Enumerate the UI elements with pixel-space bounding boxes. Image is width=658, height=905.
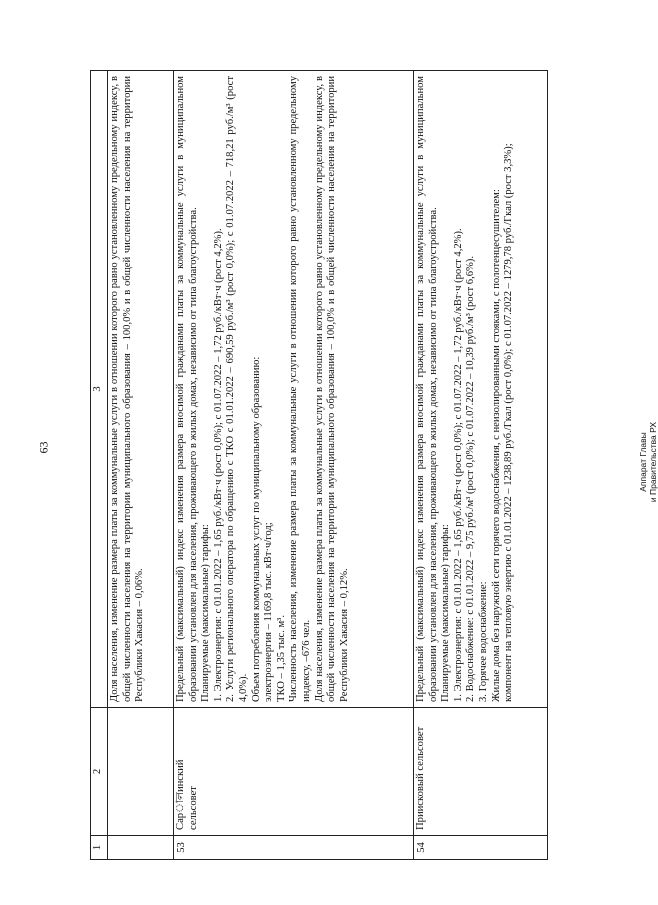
row-number: 54 [414,836,548,860]
row-line: Объем потребления коммунальных услуг по муниципальному образованию: [250,356,262,702]
header-col-3: 3 [91,71,108,708]
row-line: Планируемые (максимальные) тарифы: [440,524,452,702]
row-description [414,71,548,708]
row-line: Планируемые (максимальные) тарифы: [200,524,212,702]
stamp-line-2: и Правительства РХ [648,421,658,503]
table-row [174,71,414,860]
row-line: ТКО – 1,35 тыс. м³. [275,615,287,702]
header-col-1: 1 [91,836,108,860]
row-line: Предельный (максимальный) индекс изменения размера вносимой гражданами платы за коммунальные услуги в муниципальном образовании установлен для населения, проживающего в жилых домах, независимо от типа благоустройства. [175,76,199,702]
row-line: электроэнергия – 1169,8 тыс. кВт·ч/год; [263,522,275,702]
row-line: Численность населения, изменение размера платы за коммунальные услуги в отношении которого равно установленному предельному индексу, –676 чел. [288,76,312,702]
rotated-table-container [90,70,548,860]
stamp-line-1: Аппарат Главы [638,432,648,492]
row-line: Жилые дома без наружной сети горячего водоснабжения, с неизолированными стояками, с полотенцесушителем: [490,189,502,702]
row-line: компонент на тепловую энергию с 01.01.2022 – 1238,89 руб./Гкал (рост 0,0%); с 01.07.2022 – 1279,78 руб./Гкал (рост 3,3%); [503,143,515,702]
row-line: 1. Электроэнергия: с 01.01.2022 – 1,65 руб./кВт·ч (рост 0,0%); с 01.07.2022 – 1,72 руб./кВт·ч (рост 4,2%). [452,228,464,702]
continuation-num-cell [108,836,174,860]
continuation-name-cell [108,708,174,836]
row-line: Доля населения, изменение размера платы за коммунальные услуги в отношении которого равно установленному предельному индексу, в общей численности населения на территории муниципального образования – 100,0% и в общей численности населения на территории Республики Хакасия – 0,12%. [313,76,350,702]
row-line: 1. Электроэнергия: с 01.01.2022 – 1,65 руб./кВт·ч (рост 0,0%); с 01.07.2022 – 1,72 руб./кВт·ч (рост 4,2%). [212,228,224,702]
municipality-name: Сарালинский сельсовет [174,708,414,836]
row-description [174,71,414,708]
row-line: Предельный (максимальный) индекс изменения размера вносимой гражданами платы за коммунальные услуги в муниципальном образовании установлен для населения, проживающего в жилых домах, независимо от типа благоустройства. [415,76,439,702]
stamp [638,402,658,522]
row-line: 2. Услуги регионального оператора по обращению с ТКО с 01.01.2022 – 690,59 руб./м³ (рост 0,0%); с 01.07.2022 – 718,21 руб./м³ (рост 4,0%). [225,76,249,702]
page-number: 63 [36,441,51,454]
municipality-name: Приисковый сельсовет [414,708,548,836]
table-row [414,71,548,860]
row-line: 3. Горячее водоснабжение: [477,581,489,702]
row-line: 2. Водоснабжение: с 01.01.2022 – 9,75 руб./м³ (рост 0,0%); с 01.07.2022 – 10,39 руб./м³ (рост 6,6%). [465,255,477,702]
header-row [91,71,108,860]
tariff-table [90,70,548,860]
row-number: 53 [174,836,414,860]
continuation-text: Доля населения, изменение размера платы за коммунальные услуги в отношении которого равно установленному предельному индексу, в общей численности населения на территории муниципального образования – 100,0% и в общей численности населения на территории Республики Хакасия – 0,06%. [109,76,146,702]
continuation-row [108,71,174,860]
header-col-2: 2 [91,708,108,836]
continuation-text-cell [108,71,174,708]
